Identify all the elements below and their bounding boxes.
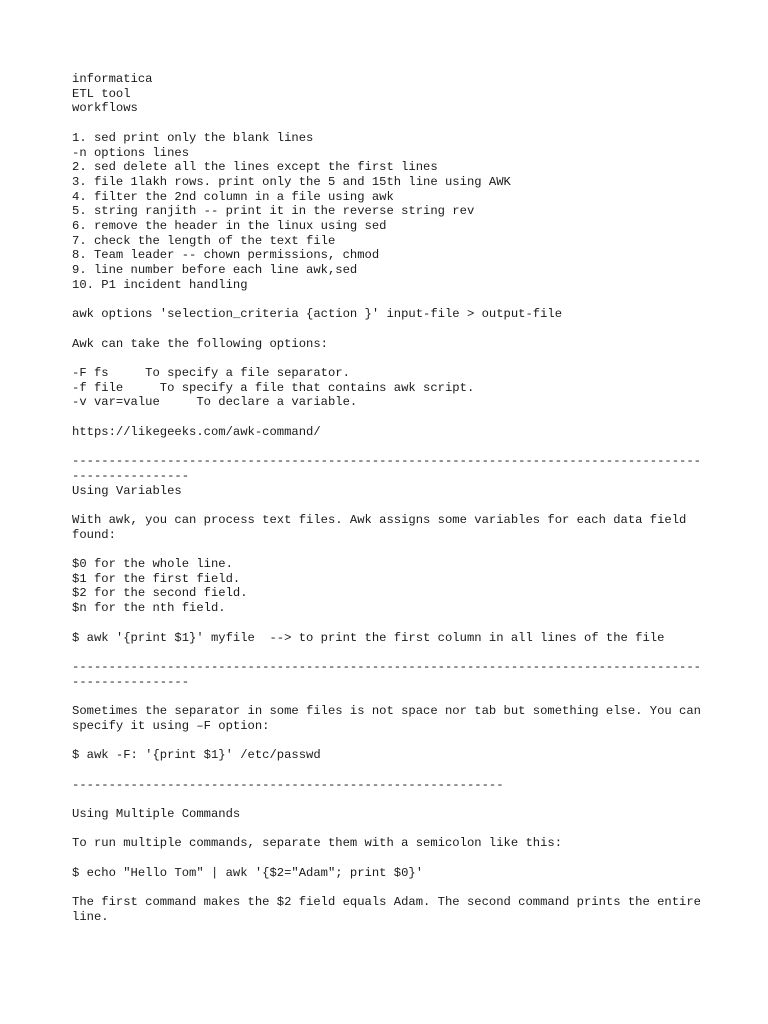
variables-intro: With awk, you can process text files. Awk assigns some variables for each data field found: — [72, 512, 694, 542]
spacer — [72, 116, 712, 131]
task-item: 7. check the length of the text file — [72, 233, 336, 248]
header-line-workflows: workflows — [72, 101, 138, 116]
separator-intro: Sometimes the separator in some files is not space nor tab but something else. You can specify it using –F option: — [72, 704, 709, 733]
variable-item: $n for the nth field. — [72, 601, 226, 616]
task-list — [72, 131, 712, 293]
header-line-etl-tool: ETL tool — [72, 86, 131, 101]
variable-item: $0 for the whole line. — [72, 557, 233, 572]
divider-line-wrap: ---------------- — [72, 468, 190, 483]
variables-list — [72, 557, 712, 616]
divider-line: -------------------------------------------------------------------------------------- — [72, 659, 701, 674]
section-heading-multiple-commands: Using Multiple Commands — [72, 806, 241, 821]
spacer — [72, 851, 712, 866]
section-heading-using-variables: Using Variables — [72, 483, 182, 498]
header-line-informatica: informatica — [72, 72, 153, 86]
spacer — [72, 440, 712, 455]
spacer — [72, 733, 712, 748]
spacer — [72, 763, 712, 778]
spacer — [72, 792, 712, 807]
task-item: 10. P1 incident handling — [72, 277, 248, 292]
task-item: -n options lines — [72, 145, 190, 160]
task-item: 2. sed delete all the lines except the first lines — [72, 160, 438, 175]
awk-separator-example: $ awk -F: '{print $1}' /etc/passwd — [72, 748, 321, 763]
option-item: -v var=value To declare a variable. — [72, 395, 358, 410]
task-item: 9. line number before each line awk,sed — [72, 263, 358, 278]
option-item: -f file To specify a file that contains awk script. — [72, 380, 475, 395]
awk-syntax-line: awk options 'selection_criteria {action }' input-file > output-file — [72, 307, 563, 322]
task-item: 6. remove the header in the linux using sed — [72, 219, 387, 234]
option-item: -F fs To specify a file separator. — [72, 366, 350, 380]
spacer — [72, 351, 712, 366]
spacer — [72, 689, 712, 704]
document-page — [72, 72, 712, 925]
spacer — [72, 293, 712, 308]
spacer — [72, 542, 712, 557]
spacer — [72, 616, 712, 631]
spacer — [72, 410, 712, 425]
divider-short: ----------------------------------------------------------- — [72, 777, 504, 792]
variable-item: $1 for the first field. — [72, 571, 241, 586]
spacer — [72, 645, 712, 660]
variable-item: $2 for the second field. — [72, 586, 248, 601]
multiple-commands-intro: To run multiple commands, separate them with a semicolon like this: — [72, 836, 563, 851]
options-intro: Awk can take the following options: — [72, 336, 328, 351]
options-list — [72, 366, 712, 410]
divider-line: -------------------------------------------------------------------------------------- — [72, 454, 701, 469]
task-item: 5. string ranjith -- print it in the reverse string rev — [72, 204, 475, 219]
reference-url: https://likegeeks.com/awk-command/ — [72, 424, 321, 439]
task-item: 1. sed print only the blank lines — [72, 130, 314, 145]
awk-print-example: $ awk '{print $1}' myfile --> to print the first column in all lines of the file — [72, 630, 665, 645]
divider-line-wrap: ---------------- — [72, 674, 190, 689]
spacer — [72, 880, 712, 895]
task-item: 4. filter the 2nd column in a file using awk — [72, 189, 394, 204]
task-item: 3. file 1lakh rows. print only the 5 and 15th line using AWK — [72, 174, 511, 189]
task-item: 8. Team leader -- chown permissions, chmod — [72, 248, 380, 263]
spacer — [72, 498, 712, 513]
spacer — [72, 822, 712, 837]
spacer — [72, 322, 712, 337]
echo-awk-example: $ echo "Hello Tom" | awk '{$2="Adam"; print $0}' — [72, 865, 424, 880]
multiple-commands-explanation: The first command makes the $2 field equals Adam. The second command prints the entire line. — [72, 895, 709, 924]
